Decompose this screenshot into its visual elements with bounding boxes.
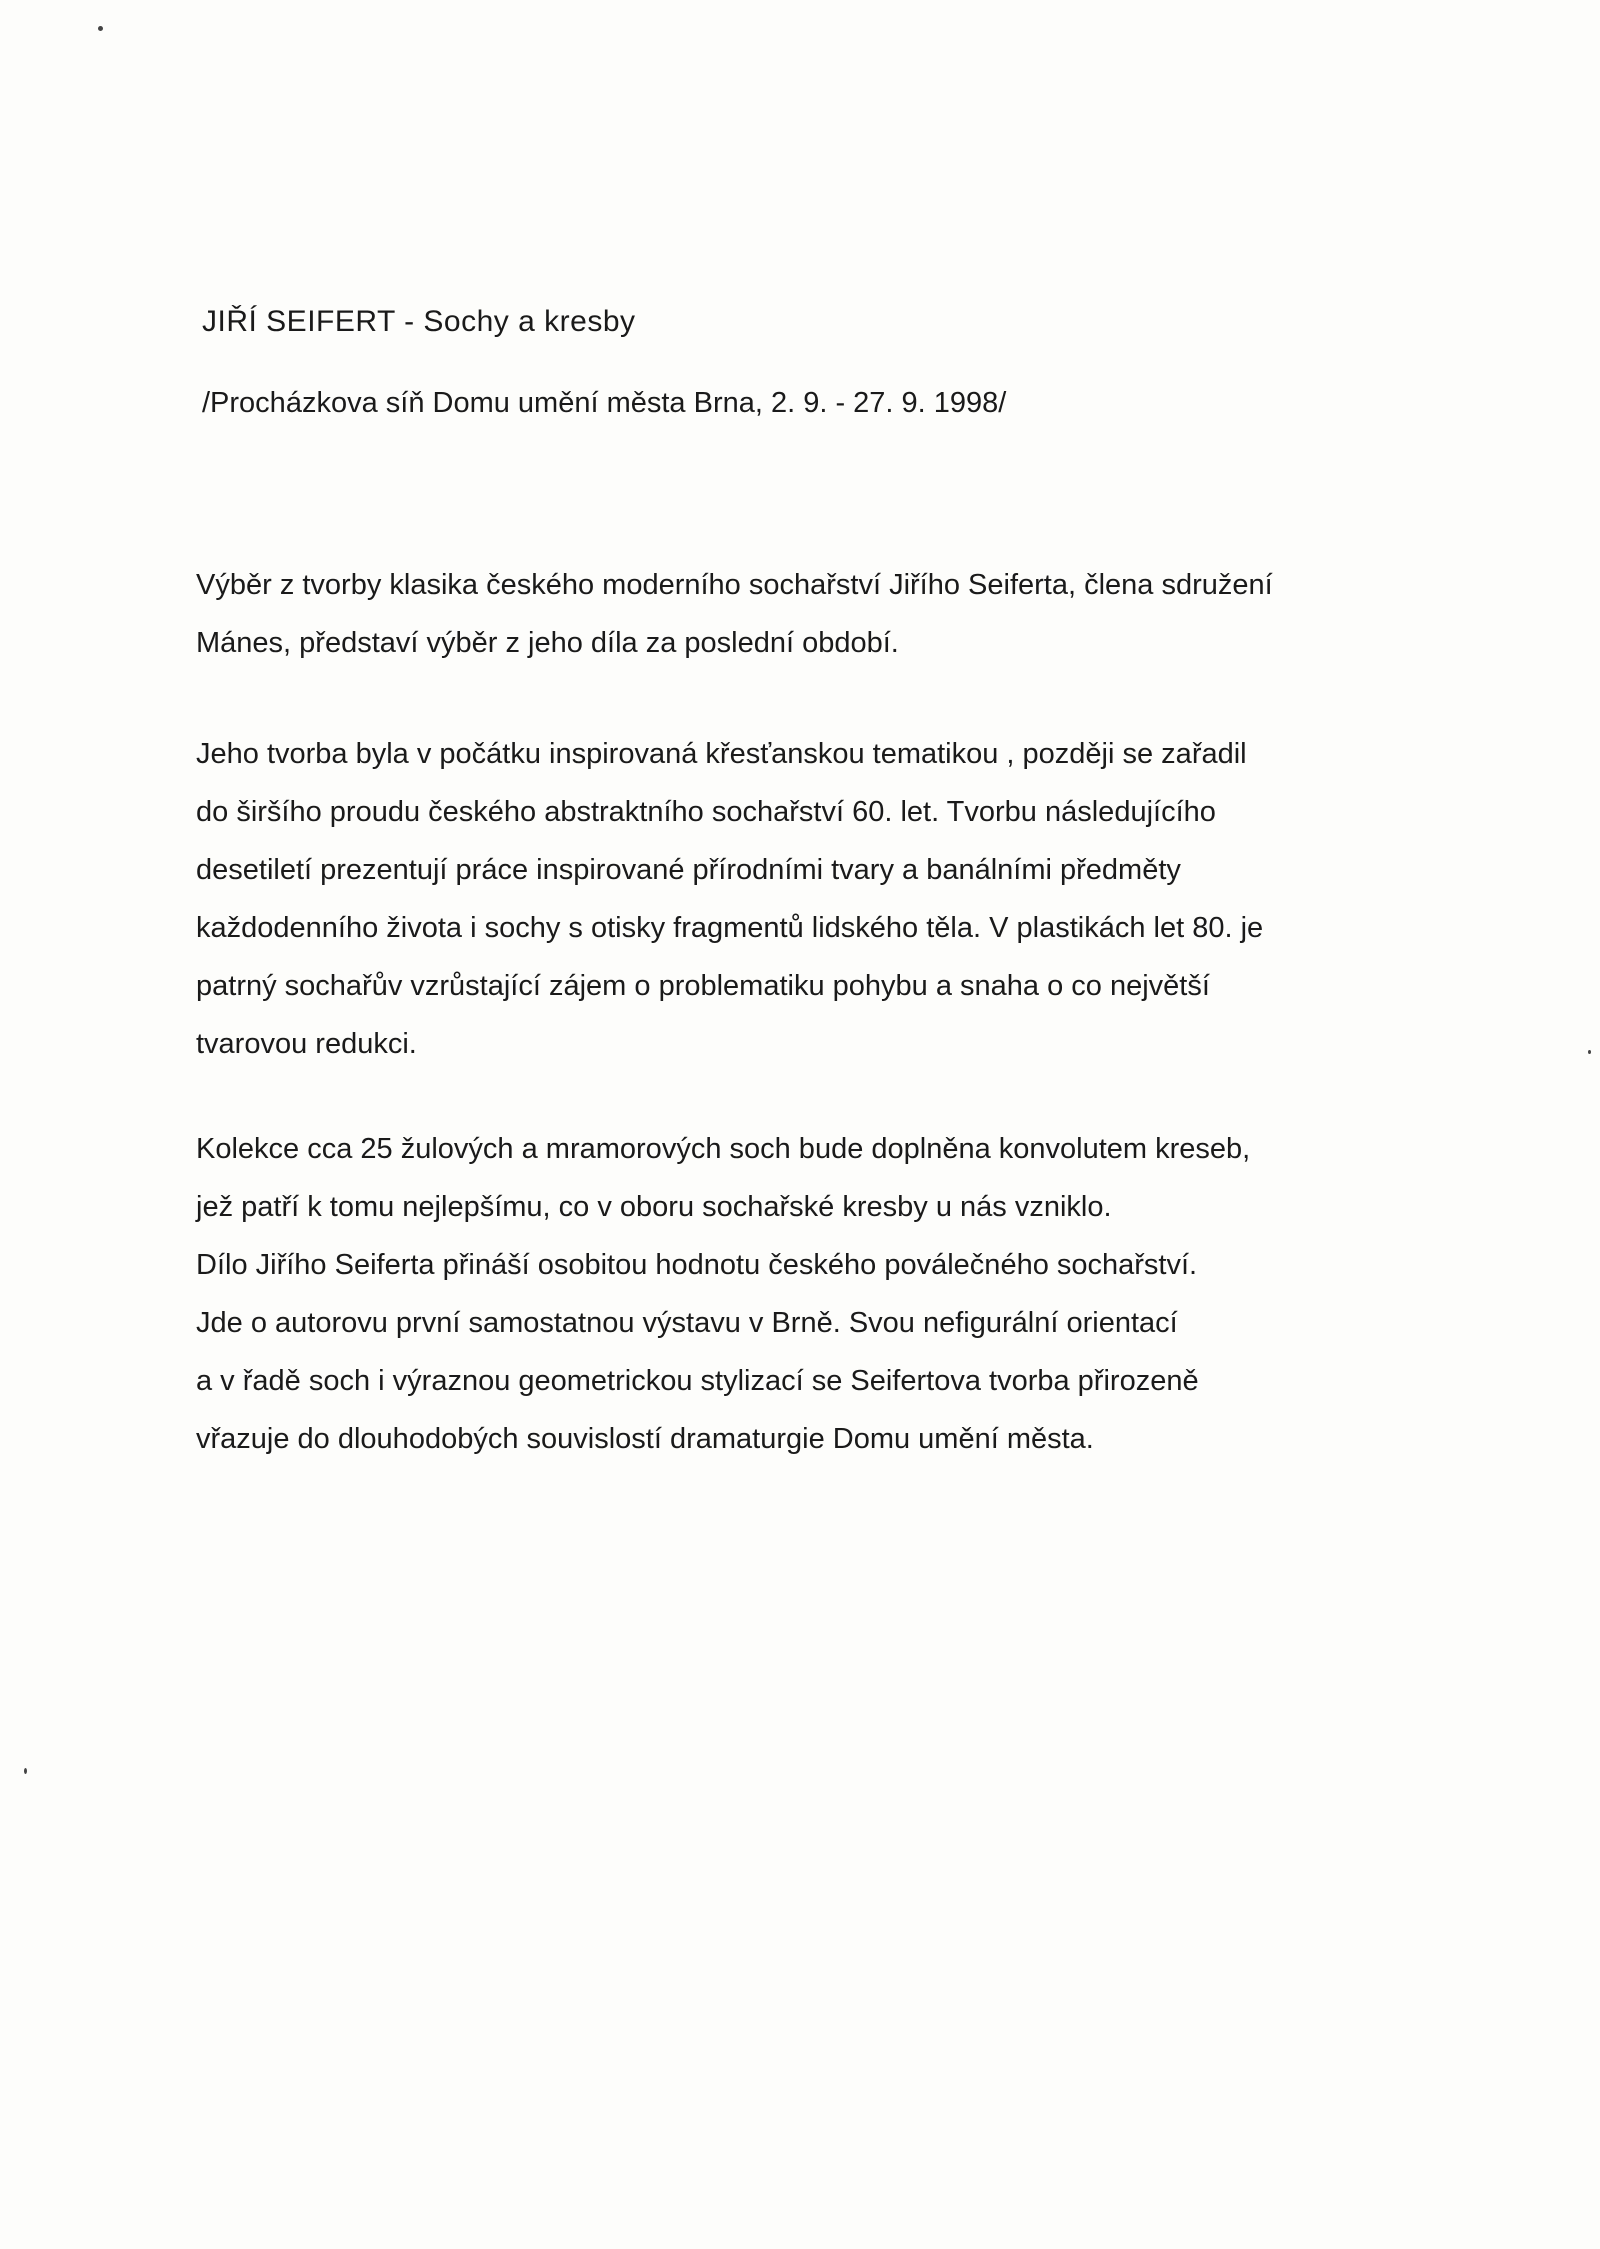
text-line: Výběr z tvorby klasika českého moderního sochařství Jiřího Seiferta, člena sdružení <box>196 569 1273 601</box>
scan-speck <box>24 1768 27 1774</box>
text-line: do širšího proudu českého abstraktního sochařství 60. let. Tvorbu následujícího <box>196 796 1216 828</box>
text-line: desetiletí prezentují práce inspirované přírodními tvary a banálními předměty <box>196 854 1181 886</box>
scan-speck <box>1588 1050 1591 1054</box>
text-line: Jde o autorovu první samostatnou výstavu v Brně. Svou nefigurální orientací <box>196 1307 1178 1339</box>
text-line: tvarovou redukci. <box>196 1028 417 1060</box>
paragraph-collection <box>196 1120 1456 1468</box>
text-line: jež patří k tomu nejlepšímu, co v oboru sochařské kresby u nás vzniklo. <box>196 1191 1112 1223</box>
text-line: Mánes, představí výběr z jeho díla za poslední období. <box>196 627 899 659</box>
document-title: JIŘÍ SEIFERT - Sochy a kresby <box>202 305 636 338</box>
document-subtitle: /Procházkova síň Domu umění města Brna, 2. 9. - 27. 9. 1998/ <box>202 387 1007 419</box>
text-line: každodenního života i sochy s otisky fragmentů lidského těla. V plastikách let 80. je <box>196 912 1264 944</box>
scan-speck <box>98 26 103 31</box>
text-line: Dílo Jiřího Seiferta přináší osobitou hodnotu českého poválečného sochařství. <box>196 1249 1198 1281</box>
text-line: Jeho tvorba byla v počátku inspirovaná křesťanskou tematikou , později se zařadil <box>196 738 1247 770</box>
paragraph-work <box>196 725 1456 1073</box>
text-line: Kolekce cca 25 žulových a mramorových soch bude doplněna konvolutem kreseb, <box>196 1133 1251 1165</box>
paragraph-intro <box>196 556 1456 672</box>
text-line: patrný sochařův vzrůstající zájem o problematiku pohybu a snaha o co největší <box>196 970 1210 1002</box>
text-line: vřazuje do dlouhodobých souvislostí dramaturgie Domu umění města. <box>196 1423 1094 1455</box>
text-line: a v řadě soch i výraznou geometrickou stylizací se Seifertova tvorba přirozeně <box>196 1365 1199 1397</box>
